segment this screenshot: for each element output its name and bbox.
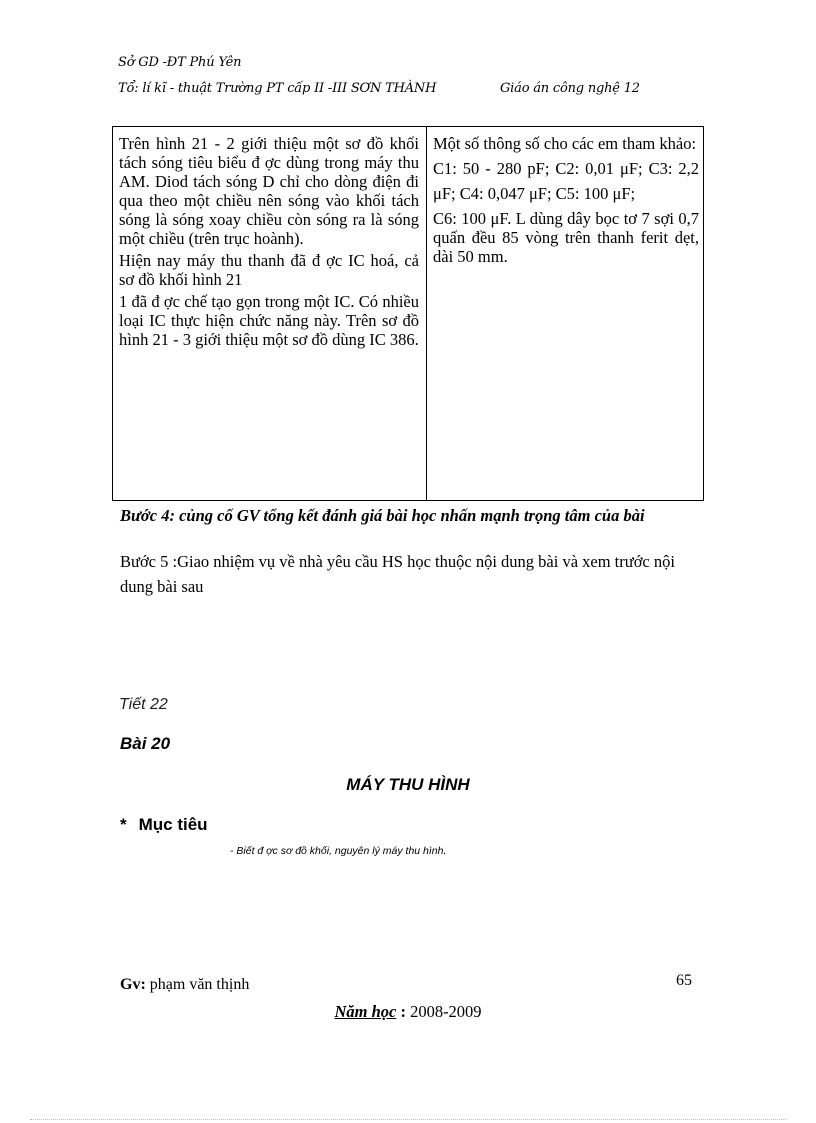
objectives-heading (120, 815, 208, 835)
page-number: 65 (676, 972, 692, 989)
table-column-divider (426, 127, 427, 500)
teacher-line (120, 976, 249, 994)
step-5-text: Bước 5 :Giao nhiệm vụ về nhà yêu cầu HS học thuộc nội dung bài và xem trước nội dung bài sau (120, 552, 675, 596)
school-year (0, 1002, 816, 1022)
left-paragraph: Trên hình 21 - 2 giới thiệu một sơ đồ khối tách sóng tiêu biểu đ ợc dùng trong máy thu AM. Diod tách sóng D chỉ cho dòng điện đi qua theo một chiều nên sóng vào khối tách sóng là sóng xoay chiều còn sóng ra là sóng một chiều (trên trục hoành). (119, 134, 419, 248)
school-year-value: 2008-2009 (410, 1002, 482, 1021)
teacher-name: phạm văn thịnh (145, 976, 250, 993)
lesson-table (112, 126, 704, 501)
school-year-separator: : (396, 1002, 411, 1021)
left-paragraph: Hiện nay máy thu thanh đã đ ợc IC hoá, cả sơ đồ khối hình 21 (119, 251, 419, 289)
teacher-label: Gv: (120, 976, 146, 993)
right-paragraph: C6: 100 μF. L dùng dây bọc tơ 7 sợi 0,7 quấn đều 85 vòng trên thanh ferit dẹt, dài 50 mm. (433, 209, 699, 266)
left-paragraph: 1 đã đ ợc chế tạo gọn trong một IC. Có nhiều loại IC thực hiện chức năng này. Trên sơ đồ hình 21 - 3 giới thiệu một sơ đồ dùng IC 386. (119, 292, 419, 349)
header-department: Sở GD -ĐT Phú Yên (118, 55, 242, 70)
lesson-title: MÁY THU HÌNH (346, 775, 470, 794)
table-cell-right (433, 134, 699, 269)
school-year-label: Năm học (334, 1002, 397, 1021)
objectives-heading-text: Mục tiêu (138, 815, 208, 834)
period-label: Tiết 22 (119, 696, 168, 713)
right-paragraph: Một số thông số cho các em tham khảo: (433, 134, 697, 153)
header-school: Tổ: lí kĩ - thuật Trường PT cấp II -III SƠN THÀNH (118, 81, 437, 96)
table-cell-left (119, 134, 419, 352)
page-bottom-divider (30, 1119, 786, 1120)
step-4-text: Bước 4: củng cố GV tổng kết đánh giá bài học nhấn mạnh trọng tâm của bài (120, 506, 645, 525)
bullet-star: * (120, 815, 127, 834)
lesson-number: Bài 20 (120, 734, 171, 753)
objective-item: - Biết đ ợc sơ đồ khối, nguyên lý máy thu hình. (230, 845, 447, 857)
right-paragraph: C1: 50 - 280 pF; C2: 0,01 μF; C3: 2,2 μF; C4: 0,047 μF; C5: 100 μF; (433, 159, 699, 203)
header-subject: Giáo án công nghệ 12 (500, 81, 640, 96)
